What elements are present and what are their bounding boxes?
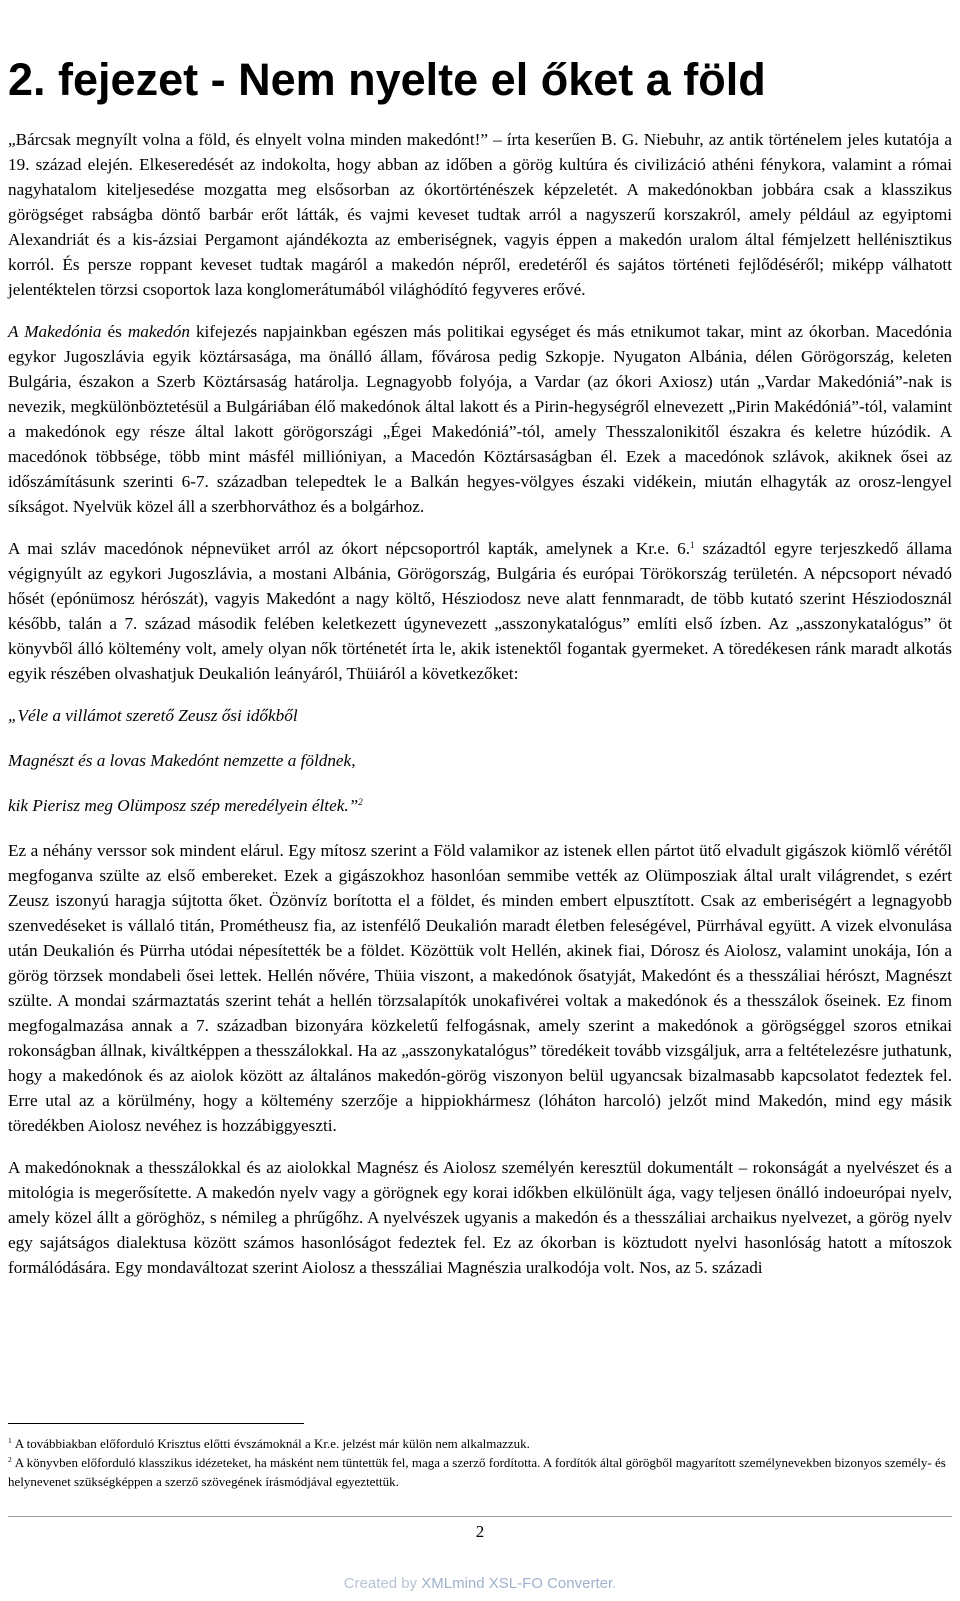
page-footer-rule xyxy=(8,1516,952,1517)
paragraph-intro: „Bárcsak megnyílt volna a föld, és elnyelt volna minden makedónt!” – írta keserűen B. G. Niebuhr, az antik történelem jeles kutatója a 19. század elején. Elkeseredését az indokolta, hogy abban az időben a görög kultúra és civilizáció athéni fénykora, valamint a római nagyhatalom kiteljesedése mozgatta meg elsősorban az ókortörténészek képzeletét. A makedónokban jobbára csak a klasszikus görögséget rabságba döntő barbár erőt látták, és vajmi keveset tudtak arról a nagyszerű korszakról, amely például az egyiptomi Alexandriát és a kis-ázsiai Pergamont ajándékozta az emberiségnek, vagyis éppen a makedón uralom által fémjelzett hellénisztikus korról. És persze roppant keveset tudtak magáról a makedón népről, eredetéről és sajátos történeti fejlődéséről; miképp válhatott jelentéktelen törzsi csoportok laza konglomerátumából világhódító fegyveres erővé. xyxy=(8,130,952,299)
verse-line-2: Magnészt és a lovas Makedónt nemzette a földnek, xyxy=(8,751,356,770)
emphasis-and: és xyxy=(107,322,122,341)
chapter-body xyxy=(8,127,952,1297)
paragraph-slav-macedonians xyxy=(8,536,952,686)
footnote-ref-1[interactable]: 1 xyxy=(690,540,695,550)
paragraph-myth: Ez a néhány verssor sok mindent elárul. Egy mítosz szerint a Föld valamikor az istenek ellen pártot ütő elvadult gigászok kiömlő vérétől megfoganva szülte az első embereket. Ezek a gigászokhoz hasonlóan semmibe vették az Olümposziak által uralt világrendet, s ezért Zeusz iszonyú haragja sújtotta őket. Özönvíz borította el a földet, és minden embert elpusztított. Csak az emberiségért a legnagyobb szenvedéseket is vállaló titán, Prométheusz fia, az istenfélő Deukalión maradt életben feleségével, Pürrhával együtt. A vizek elvonulása után Deukalión és Pürrha utódai népesítették be a földet. Közöttük volt Hellén, akinek fiai, Dórosz és Aiolosz, valamint unokája, Ión a görög törzsek mondabeli ősei lettek. Hellén nővére, Thüia viszont, a makedónok ősatyját, Makedónt és a thesszáliai hérószt, Magnészt szülte. A mondai származtatás szerint tehát a hellén törzsalapítók unokafivérei voltak a makedónok és a thesszálok őseinek. Ez finom megfogalmazása annak a 7. században bizonyára közkeletű felfogásnak, amely szerint a makedónok a görögséggel szoros etnikai rokonságban állnak, kiváltképpen a thesszálokkal. Ha az „asszonykatalógus” töredékeit tovább vizsgáljuk, arra a feltételezésre juthatunk, hogy a makedónok és az aiolok között az általános makedón-görög viszonyon belül ugyancsak bizalmasabb kapcsolatot fedeztek fel. Erre utal az a körülmény, hogy a költemény szerzője a hippiokhármesz (lóháton harcoló) jelzőt mind Makedón, mind egy másik töredékben Aiolosz nevéhez is hozzábiggyeszti. xyxy=(8,841,952,1135)
verse-line-3 xyxy=(8,793,952,818)
paragraph-slav-text-b: századtól egyre terjeszkedő állama végignyúlt az egykori Jugoszlávia, a mostani Albánia, Görögország, Bulgária és európai Törökország területén. A népcsoport névadó hősét (epónümosz hérószát), vagyis Makedónt a nagy költő, Hésziodosz neve alatt fennmaradt, de több kutató szerint Hésziodosznál később, talán a 7. század második felében keletkezett úgynevezett „asszonykatalógus” említi első ízben. Az „asszonykatalógus” öt könyvből álló költemény volt, amely olyan nők történetét írta le, akik istenektől fogantak gyermeket. A töredékesen ránk maradt alkotás egyik részében olvashatjuk Deukalión leányáról, Thüiáról a következőket: xyxy=(8,539,952,683)
footnote-text-1: A továbbiakban előforduló Krisztus előtti évszámoknál a Kr.e. jelzést már külön nem alkalmazzuk. xyxy=(14,1436,530,1451)
emphasis-makedonia: A Makedónia xyxy=(8,322,102,341)
paragraph-slav-text-a: A mai szláv macedónok népnevüket arról az ókort népcsoportról kapták, amelynek a Kr.e. 6. xyxy=(8,539,691,558)
footnote-1 xyxy=(8,1434,952,1453)
footnotes xyxy=(8,1434,952,1491)
paragraph-macedonia-text: kifejezés napjainkban egészen más politikai egységet és más etnikumot takar, mint az ókorban. Macedónia egykor Jugoszlávia egyik köztársasága, ma önálló állam, fővárosa pedig Szkopje. Nyugaton Albánia, délen Görögország, keleten Bulgária, északon a Szerb Köztársaság határolja. Legnagyobb folyója, a Vardar (az ókori Axiosz) után „Vardar Makedóniá”-nak is nevezik, megkülönböztetésül a Bulgáriában élő makedónok által lakott és a Pirin-hegységről elnevezett „Pirin Makédóniá”-tól, valamint a makedónok egy része által lakott görögországi „Égei Makedóniá”-tól, amely Thesszalonikitől északra és keletre húzódik. A macedónok többsége, több mint másfél millióniyan, a Macedón Köztársaságban él. Ezek a macedónok szlávok, akiknek ősei az időszámításunk szerinti 6-7. században telepedtek le a Balkán hegyes-völgyes északi vidékein, miután elhagyták az orosz-lengyel síkságot. Nyelvük közel áll a szerbhorváthoz és a bolgárhoz. xyxy=(8,322,953,516)
page-number: 2 xyxy=(475,1522,485,1541)
emphasis-makedon: makedón xyxy=(127,322,190,341)
footnote-separator xyxy=(8,1423,304,1424)
document-page xyxy=(8,0,952,1601)
paragraph-macedonia xyxy=(8,319,952,519)
watermark-link[interactable]: XMLmind XSL-FO Converter xyxy=(421,1575,613,1592)
footnote-2 xyxy=(8,1453,952,1491)
footnote-ref-2[interactable]: 2 xyxy=(358,797,363,807)
footnote-number-1: 1 xyxy=(8,1436,12,1445)
watermark-prefix: Created by xyxy=(343,1575,422,1592)
footnote-text-2: A könyvben előforduló klasszikus idézeteket, ha másként nem tüntettük fel, maga a szerző fordította. A fordítók által görögből magyarított személynevekben bizonyos személy- és helynevenet szükségképpen a szerző szövegének írásmódjával egyeztettük. xyxy=(8,1455,946,1489)
watermark-suffix: . xyxy=(612,1575,617,1592)
verse-line-3-text: kik Pierisz meg Olümposz szép meredélyein éltek.” xyxy=(8,796,359,815)
footnote-number-2: 2 xyxy=(8,1455,12,1464)
paragraph-language: A makedónoknak a thesszálokkal és az aiolokkal Magnész és Aiolosz személyén keresztül dokumentált – rokonságát a nyelvészet és a mitológia is megerősítette. A makedón nyelv vagy a görögnek egy korai időkben elkülönült ága, vagy teljesen önálló indoeurópai nyelv, amely közel állt a göröghöz, s némileg a phrűgőhz. A nyelvészek ugyanis a makedón és a thesszáliai archaikus nyelvezet, a görög nyelv egy sajátságos dialektusa között számos hasonlóságot fedeztek fel. Ez az ókorban is köztudott nyelvi hasonlóság hatott a mítoszok formálódására. Egy mondaváltozat szerint Aiolosz a thesszáliai Magnészia uralkodója volt. Nos, az 5. századi xyxy=(8,1158,952,1277)
verse-line-1: „Véle a villámot szerető Zeusz ősi időkből xyxy=(8,706,298,725)
chapter-title: 2. fejezet - Nem nyelte el őket a föld xyxy=(8,54,766,105)
converter-watermark xyxy=(8,1574,952,1594)
